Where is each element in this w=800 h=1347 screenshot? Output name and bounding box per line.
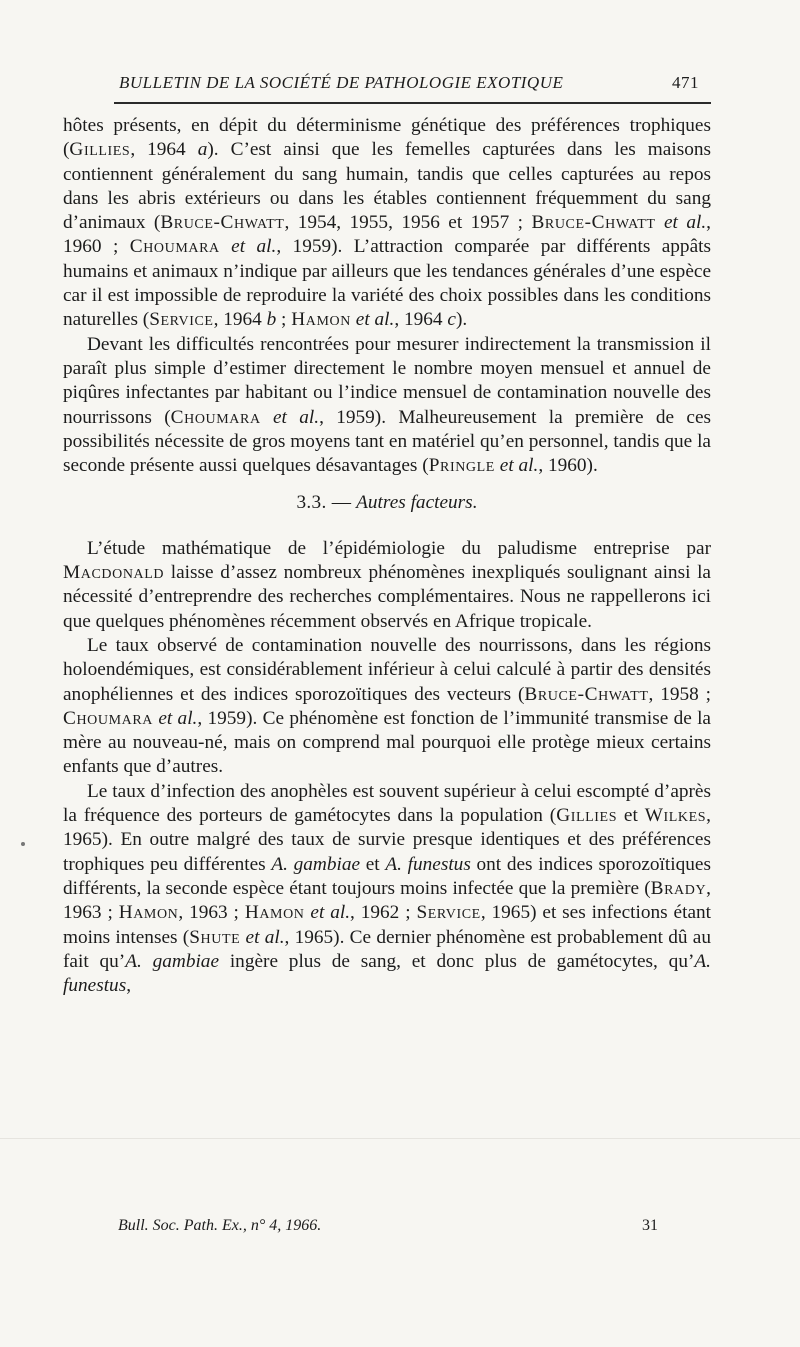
author-citation: Service: [149, 309, 214, 331]
author-citation: Brady: [650, 877, 707, 899]
author-citation: Choumara: [63, 707, 153, 729]
author-citation: Choumara: [170, 406, 261, 428]
author-citation: Shute: [189, 926, 241, 948]
page-number: 471: [672, 73, 699, 92]
species-name: A. gambiae: [271, 853, 361, 875]
author-citation: Hamon: [291, 309, 351, 331]
section-heading: [63, 491, 711, 515]
author-citation: Bruce-Chwatt: [160, 212, 285, 234]
author-citation: Service: [416, 902, 481, 924]
author-citation: Gillies: [556, 805, 618, 827]
paragraph-3: L’étude mathématique de l’épidémiologie du paludisme entreprise par Macdonald laisse d’assez nombreux phénomènes inexpliqués soulignant ainsi la nécessité d’entreprendre des recherches complémentaires. Nous ne rappellerons ici que quelques phénomènes récemment observés en Afrique tropicale.: [63, 537, 711, 632]
scan-hairline: [0, 1138, 800, 1139]
paragraph-4: Le taux observé de contamination nouvelle des nourrissons, dans les régions holoendémiques, est considérablement inférieur à celui calculé à partir des densités anophéliennes et des indices sporozoïtiques des vecteurs (Bruce-Chwatt, 1958 ; Choumara et al., 1959). Ce phénomène est fonction de l’immunité transmise de la mère au nouveau-né, mais on comprend mal pourquoi elle protège mieux certains enfants que d’autres.: [63, 634, 711, 778]
paragraph-1: hôtes présents, en dépit du déterminisme génétique des préférences trophiques (Gillies, 1964 a). C’est ainsi que les femelles capturées dans les maisons contiennent généralement du sang humain, tandis que celles capturées au repos dans les abris extérieurs ou dans les étables contiennent fréquemment du sang d’animaux (Bruce-Chwatt, 1954, 1955, 1956 et 1957 ; Bruce-Chwatt et al., 1960 ; Choumara et al., 1959). L’attraction comparée par différents appâts humains et animaux n’indique par ailleurs que les tendances générales d’une espèce car il est impossible de reproduire la variété des choix possibles dans les conditions naturelles (Service, 1964 b ; Hamon et al., 1964 c).: [63, 115, 711, 331]
author-citation: Wilkes: [644, 805, 707, 827]
paragraph-5: Le taux d’infection des anophèles est souvent supérieur à celui escompté d’après la fréquence des porteurs de gamétocytes dans la population (Gillies et Wilkes, 1965). En outre malgré des taux de survie presque identiques et des préférences trophiques peu différentes A. gambiae et A. funestus ont des indices sporozoïtiques différents, la seconde espèce étant toujours moins infectée que la première (Brady, 1963 ; Hamon, 1963 ; Hamon et al., 1962 ; Service, 1965) et ses infections étant moins intenses (Shute et al., 1965). Ce dernier phénomène est probablement dû au fait qu’A. gambiae ingère plus de sang, et donc plus de gamétocytes, qu’A. funestus,: [63, 780, 712, 997]
running-title: BULLETIN DE LA SOCIÉTÉ DE PATHOLOGIE EXOTIQUE: [119, 73, 564, 92]
author-citation: Bruce-Chwatt: [531, 212, 656, 234]
journal-reference: Bull. Soc. Path. Ex., n° 4, 1966.: [118, 1217, 322, 1234]
author-citation: Pringle: [428, 455, 495, 477]
author-citation: Bruce-Chwatt: [524, 683, 649, 705]
section-title: Autres facteurs.: [356, 492, 478, 514]
species-name: A. gambiae: [125, 950, 220, 972]
paragraph-2: Devant les difficultés rencontrées pour mesurer indirectement la transmission il paraît plus simple d’estimer directement le nombre moyen mensuel et annuel de piqûres infectantes par habitant ou l’indice mensuel de contamination nouvelle des nourrissons (Choumara et al., 1959). Malheureusement la première de ces possibilités nécessite de gros moyens tant en matériel qu’en personnel, tandis que la seconde présente aussi quelques désavantages (Pringle et al., 1960).: [63, 333, 712, 477]
margin-speck: [21, 842, 25, 846]
author-citation: Macdonald: [63, 562, 165, 584]
running-header: [112, 70, 707, 96]
author-citation: Hamon: [244, 902, 305, 924]
species-name: A. funestus: [63, 950, 711, 997]
species-name: A. funestus: [385, 853, 471, 875]
section-number: 3.3. —: [296, 492, 352, 514]
author-citation: Choumara: [129, 236, 220, 258]
header-rule: [114, 102, 711, 104]
body-text: [63, 114, 711, 998]
signature-mark: 31: [642, 1217, 658, 1234]
author-citation: Gillies: [69, 139, 131, 161]
author-citation: Hamon: [118, 902, 179, 924]
